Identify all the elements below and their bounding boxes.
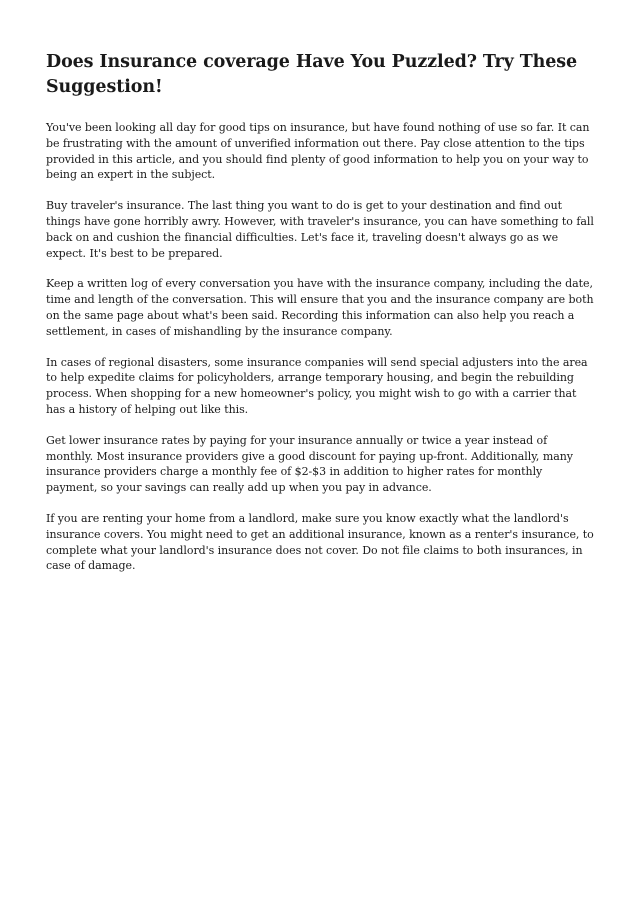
- paragraph-intro: You've been looking all day for good tips on insurance, but have found nothing of use so far. It can be frustrating with the amount of unverified information out there. Pay close attention to the tips provided in this article, and you should find plenty of good information to help you on your way to being an expert in the subject.: [46, 121, 590, 182]
- paragraph-lower-rates: Get lower insurance rates by paying for your insurance annually or twice a year instead of monthly. Most insurance providers give a good discount for paying up-front. Additionally, many insurance providers charge a monthly fee of $2-$3 in addition to higher rates for monthly payment, so your savings can really add up when you pay in advance.: [46, 433, 573, 495]
- document-page: [46, 50, 594, 589]
- paragraph-regional-disasters: In cases of regional disasters, some insurance companies will send special adjusters into the area to help expedite claims for policyholders, arrange temporary housing, and begin the rebuilding process. When shopping for a new homeowner's policy, you might wish to go with a carrier that has a history of helping out like this.: [46, 355, 588, 416]
- paragraph-travelers-insurance: Buy traveler's insurance. The last thing you want to do is get to your destination and find out things have gone horribly awry. However, with traveler's insurance, you can have something to fall back on and cushion the financial difficulties. Let's face it, traveling doesn't always go as we expect. It's best to be prepared.: [46, 199, 594, 260]
- paragraph-renting: If you are renting your home from a landlord, make sure you know exactly what the landlord's insurance covers. You might need to get an additional insurance, known as a renter's insurance, to complete what your landlord's insurance does not cover. Do not file claims to both insurances, in case of damage.: [46, 511, 594, 573]
- paragraph-written-log: Keep a written log of every conversation you have with the insurance company, including the date, time and length of the conversation. This will ensure that you and the insurance company are both on the same page about what's been said. Recording this information can also help you reach a settlement, in cases of mishandling by the insurance company.: [46, 277, 594, 338]
- document-title: Does Insurance coverage Have You Puzzled? Try These Suggestion!: [46, 52, 578, 97]
